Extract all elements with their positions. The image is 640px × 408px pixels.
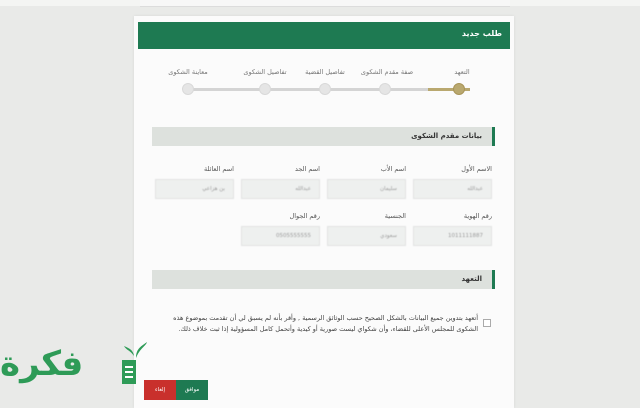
watermark-logo xyxy=(0,338,160,400)
book-leaf-icon xyxy=(116,340,148,386)
agree-button[interactable]: موافق xyxy=(176,380,208,400)
step-dot-pledge[interactable] xyxy=(453,83,465,95)
step-label-pledge: التعهد xyxy=(454,68,470,76)
first-name-label: الاسم الأول xyxy=(461,165,492,173)
family-name-field[interactable]: بن هزاعي xyxy=(155,179,234,199)
step-dot-complaint-details[interactable] xyxy=(259,83,271,95)
id-number-field[interactable]: 1011111887 xyxy=(413,226,492,246)
stepper xyxy=(150,68,480,102)
pledge-section-header xyxy=(152,270,495,289)
step-label-complainant-role: صفة مقدم الشكوى xyxy=(360,68,414,76)
applicant-section-title: بيانات مقدم الشكوى xyxy=(411,132,482,140)
father-name-label: اسم الأب xyxy=(380,165,406,173)
nationality-label: الجنسية xyxy=(384,212,406,220)
grandfather-name-label: اسم الجد xyxy=(294,165,320,173)
pledge-checkbox[interactable] xyxy=(483,319,491,327)
step-dot-case-details[interactable] xyxy=(319,83,331,95)
cancel-button[interactable]: إلغاء xyxy=(144,380,176,400)
page-title: طلب جديد xyxy=(461,29,502,38)
step-label-preview: معاينة الشكوى xyxy=(168,68,208,76)
step-label-complaint-details: تفاصيل الشكوى xyxy=(243,68,287,76)
first-name-field[interactable]: عبدالله xyxy=(413,179,492,199)
grandfather-name-field[interactable]: عبدالله xyxy=(241,179,320,199)
nationality-field[interactable]: سعودي xyxy=(327,226,406,246)
id-number-label: رقم الهوية xyxy=(463,212,492,220)
page-header xyxy=(138,22,510,49)
step-dot-complainant-role[interactable] xyxy=(379,83,391,95)
pledge-section-title: التعهد xyxy=(461,275,482,283)
family-name-label: اسم العائلة xyxy=(204,165,234,173)
logo-text: فكرة xyxy=(0,344,84,384)
top-bar xyxy=(140,0,510,7)
pledge-text: أتعهد بتدوين جميع البيانات بالشكل الصحيح حسب الوثائق الرسمية , وأقر بأنه لم يسبق لي أن تقدمت بموضوع هذه الشكوى للمجلس الأعلى للقضاء، وأن شكواي ليست صورية أو كيدية وأتحمل كامل المسؤولية إذا ثبت خلاف ذلك. xyxy=(173,314,478,333)
step-dot-preview[interactable] xyxy=(182,83,194,95)
top-strip xyxy=(0,0,640,6)
step-label-case-details: تفاصيل القضية xyxy=(305,68,345,76)
mobile-label: رقم الجوال xyxy=(289,212,320,220)
stepper-track xyxy=(188,88,428,91)
father-name-field[interactable]: سليمان xyxy=(327,179,406,199)
applicant-section-header xyxy=(152,127,495,146)
mobile-field[interactable]: 0505555555 xyxy=(241,226,320,246)
